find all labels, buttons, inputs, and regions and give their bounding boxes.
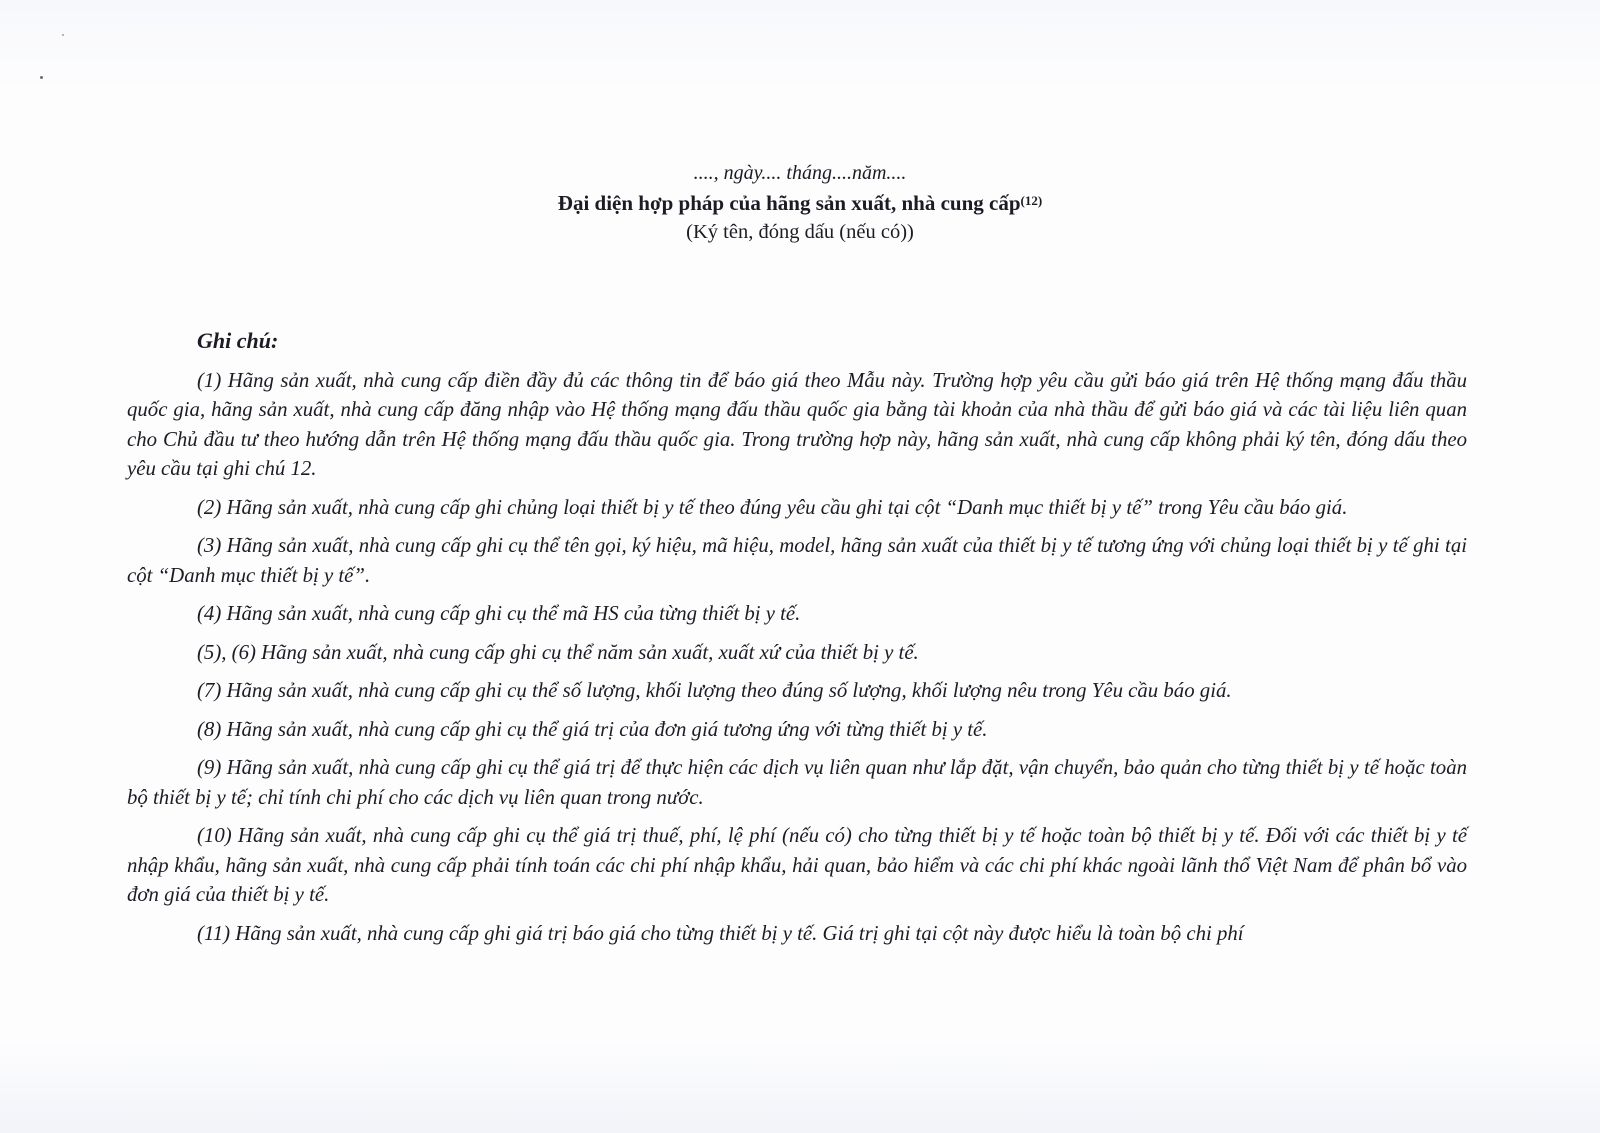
scan-speck [40,76,43,79]
representative-title-text: Đại diện hợp pháp của hãng sản xuất, nhà cung cấp [557,191,1021,215]
footnote-reference: (12) [1020,193,1043,208]
scan-speck [62,34,64,36]
note-item-2: (2) Hãng sản xuất, nhà cung cấp ghi chủng loại thiết bị y tế theo đúng yêu cầu ghi tại cột “Danh mục thiết bị y tế” trong Yêu cầu báo giá. [197,495,1348,519]
notes-section [127,326,1467,957]
note-item-11: (11) Hãng sản xuất, nhà cung cấp ghi giá trị báo giá cho từng thiết bị y tế. Giá trị ghi tại cột này được hiểu là toàn bộ chi phí [197,921,1244,945]
representative-title [0,188,1600,218]
note-item-10: (10) Hãng sản xuất, nhà cung cấp ghi cụ thể giá trị thuế, phí, lệ phí (nếu có) cho từng thiết bị y tế hoặc toàn bộ thiết bị y tế. Đối với các thiết bị y tế nhập khẩu, hãng sản xuất, nhà cung cấp phải tính toán các chi phí nhập khẩu, hải quan, bảo hiểm và các chi phí khác ngoài lãnh thổ Việt Nam để phân bổ vào đơn giá của thiết bị y tế. [127,824,1467,906]
note-item-5-6: (5), (6) Hãng sản xuất, nhà cung cấp ghi cụ thể năm sản xuất, xuất xứ của thiết bị y tế. [197,640,919,664]
note-item-8: (8) Hãng sản xuất, nhà cung cấp ghi cụ thể giá trị của đơn giá tương ứng với từng thiết bị y tế. [197,717,988,741]
note-item-3: (3) Hãng sản xuất, nhà cung cấp ghi cụ thể tên gọi, ký hiệu, mã hiệu, model, hãng sản xuất của thiết bị y tế tương ứng với chủng loại thiết bị y tế ghi tại cột “Danh mục thiết bị y tế”. [127,534,1467,587]
note-item-7: (7) Hãng sản xuất, nhà cung cấp ghi cụ thể số lượng, khối lượng theo đúng số lượng, khối lượng nêu trong Yêu cầu báo giá. [197,679,1232,702]
note-item-4: (4) Hãng sản xuất, nhà cung cấp ghi cụ thể mã HS của từng thiết bị y tế. [197,602,801,625]
date-line: ...., ngày.... tháng....năm.... [693,162,907,184]
sign-stamp-note: (Ký tên, đóng dấu (nếu có)) [686,221,914,243]
note-item-9: (9) Hãng sản xuất, nhà cung cấp ghi cụ thể giá trị để thực hiện các dịch vụ liên quan như lắp đặt, vận chuyển, bảo quản cho từng thiết bị y tế hoặc toàn bộ thiết bị y tế; chỉ tính chi phí cho các dịch vụ liên quan trong nước. [127,756,1467,809]
note-item-1: (1) Hãng sản xuất, nhà cung cấp điền đầy đủ các thông tin để báo giá theo Mẫu này. Trường hợp yêu cầu gửi báo giá trên Hệ thống mạng đấu thầu quốc gia, hãng sản xuất, nhà cung cấp đăng nhập vào Hệ thống mạng đấu thầu quốc gia bằng tài khoản của nhà thầu để gửi báo giá và các tài liệu liên quan cho Chủ đầu tư theo hướng dẫn trên Hệ thống mạng đấu thầu quốc gia. Trong trường hợp này, hãng sản xuất, nhà cung cấp không phải ký tên, đóng dấu theo yêu cầu tại ghi chú 12. [127,368,1467,480]
signature-block [0,160,1600,246]
notes-heading: Ghi chú: [197,328,279,353]
